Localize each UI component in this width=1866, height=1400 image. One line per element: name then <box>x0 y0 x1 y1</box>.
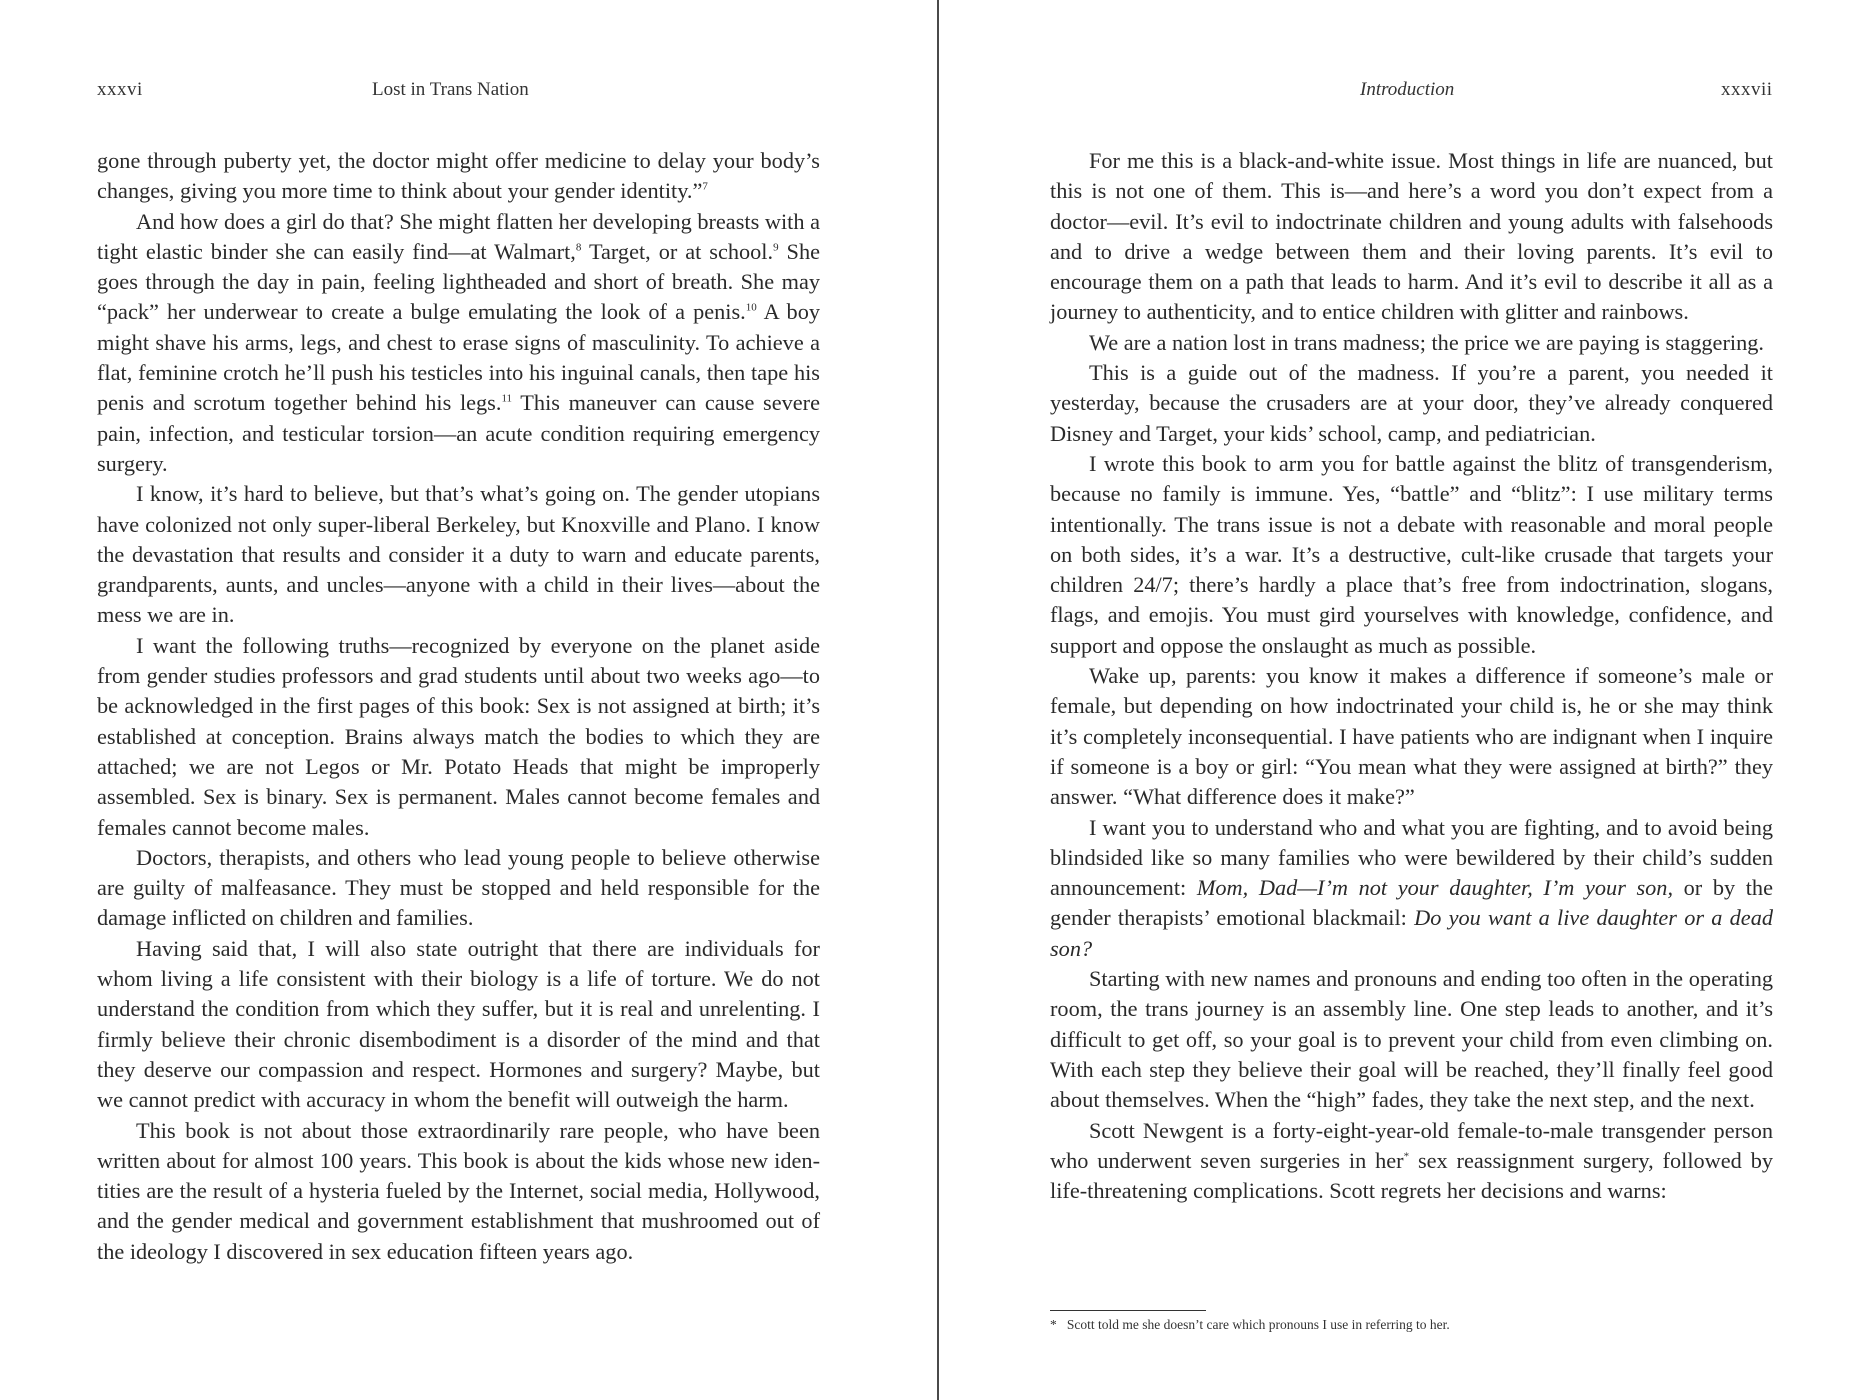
text-run: I wrote this book to arm you for battle against the blitz of transgenderism, because no family is immune. Yes, “battle” and “blitz”: I use military terms intentionally. The trans issue is not a debate with reasonable and moral people on both sides, it’s a war. It’s a destructive, cult-like crusade that targets your children 24/7; there’s hardly a place that’s free from indoctrination, slogans, flags, and emojis. You must gird yourselves with knowledge, confidence, and support and oppose the onslaught as much as possible. <box>1050 450 1773 658</box>
body-paragraph <box>97 631 820 843</box>
text-run: She goes through the day in pain, feeling lightheaded and short of breath. She may “pack” her underwear to create a bulge emulating the look of a penis. <box>97 238 821 325</box>
text-run: This book is not about those extraordinarily rare people, who have been written about for almost 100 years. This book is about the kids whose new identities are the result of a hysteria fueled by the Internet, social media, Hollywood, and the gender medical and government establishment that mushroomed out of the ideology I discovered in sex education fifteen years ago. <box>97 1117 820 1264</box>
body-paragraph <box>97 207 820 480</box>
page-gutter-divider <box>937 0 939 1400</box>
body-paragraph <box>1050 449 1773 661</box>
text-run: sex reassignment surgery, followed by life-threatening complications. Scott regrets her decisions and warns: <box>1050 1147 1773 1204</box>
footnote-text: Scott told me she doesn’t care which pronouns I use in referring to her. <box>1066 1317 1450 1332</box>
text-run: This maneuver can cause severe pain, infection, and testicular torsion—an acute condition requiring emergency surgery. <box>97 390 820 476</box>
right-folio: xxxvii <box>1721 79 1773 100</box>
text-run: And how does a girl do that? She might flatten her developing breasts with a tight elastic binder she can easily find—at Walmart, <box>97 208 820 264</box>
text-run: or by the gender therapists’ emotional blackmail: <box>1050 875 1773 931</box>
body-paragraph <box>1050 1116 1773 1207</box>
text-run: I want the following truths—recognized by everyone on the planet aside from gender studies professors and grad students until about two weeks ago—to be acknowledged in the first pages of this book: Sex is not assigned at birth; it’s established at conception. Brains always match the bodies to which they are attached; we are not Legos or Mr. Potato Heads that might be improperly assembled. Sex is binary. Sex is permanent. Males cannot become females and females cannot become males. <box>97 632 820 840</box>
text-run: I want you to understand who and what you are fighting, and to avoid being blindsided like so many families who were bewildered by their child’s sudden announcement: <box>1050 814 1773 901</box>
footnote-rule <box>1050 1310 1206 1311</box>
text-run: For me this is a black-and-white issue. Most things in life are nuanced, but this is not one of them. This is—and here’s a word you don’t expect from a doctor—evil. It’s evil to indoctrinate children and young adults with falsehoods and to drive a wedge between them and their loving parents. It’s evil to encourage them on a path that leads to harm. And it’s evil to describe it all as a journey to authenticity, and to entice children with glitter and rainbows. <box>1050 148 1773 325</box>
text-run: gone through puberty yet, the doctor might offer medicine to delay your body’s changes, giving you more time to think about your gender identity.” <box>97 148 820 204</box>
text-run: A boy might shave his arms, legs, and chest to erase signs of masculinity. To achieve a flat, feminine crotch he’ll push his testicles into his inguinal canals, then tape his penis and scrotum together behind his legs. <box>97 299 820 416</box>
right-running-head: Introduction <box>1360 79 1455 100</box>
text-run: I know, it’s hard to believe, but that’s what’s going on. The gender utopians have colonized not only super-liberal Berkeley, but Knoxville and Plano. I know the devastation that results and consider it a duty to warn and educate parents, grandparents, aunts, and uncles—anyone with a child in their lives—about the mess we are in. <box>97 481 820 628</box>
body-paragraph <box>1050 328 1773 358</box>
note-reference: * <box>1403 1150 1410 1163</box>
body-paragraph <box>97 146 820 207</box>
body-paragraph <box>97 1116 820 1267</box>
body-paragraph <box>1050 813 1773 964</box>
note-reference: 9 <box>773 241 779 254</box>
footnote <box>1050 1316 1773 1334</box>
left-body-text <box>97 146 820 1267</box>
text-run: We are a nation lost in trans madness; the price we are paying is staggering. <box>1089 329 1764 355</box>
text-run: Doctors, therapists, and others who lead young people to believe otherwise are guilty of malfeasance. They must be stopped and held responsible for the damage inflicted on children and families. <box>97 844 820 931</box>
text-run: Do you want a live daughter or a dead son? <box>1050 905 1773 961</box>
body-paragraph <box>97 843 820 934</box>
note-reference: 11 <box>501 392 513 405</box>
footnote-marker: * <box>1050 1317 1057 1332</box>
body-paragraph <box>1050 146 1773 328</box>
body-paragraph <box>1050 358 1773 449</box>
body-paragraph <box>97 934 820 1116</box>
body-paragraph <box>97 479 820 630</box>
text-run: Having said that, I will also state outright that there are individuals for whom living a life consistent with their biology is a life of torture. We do not understand the condition from which they suffer, but it is real and unrelenting. I firmly believe their chronic disembodiment is a disorder of the mind and that they deserve our compassion and respect. Hormones and surgery? Maybe, but we cannot predict with accuracy in whom the benefit will outweigh the harm. <box>97 935 820 1113</box>
text-run: This is a guide out of the madness. If you’re a parent, you needed it yesterday, because the crusaders are at your door, they’ve already conquered Disney and Target, your kids’ school, camp, and pediatrician. <box>1050 360 1773 446</box>
left-folio: xxxvi <box>97 79 143 100</box>
right-page <box>940 0 1866 1400</box>
text-run: Mom, Dad—I’m not your daughter, I’m your son, <box>1196 875 1674 901</box>
note-reference: 8 <box>575 241 582 254</box>
left-running-head: Lost in Trans Nation <box>372 79 529 100</box>
note-reference: 10 <box>745 302 757 315</box>
text-run: Target, or at school. <box>581 238 774 264</box>
body-paragraph <box>1050 661 1773 812</box>
body-paragraph <box>1050 964 1773 1115</box>
right-body-text <box>1050 146 1773 1206</box>
text-run: Starting with new names and pronouns and ending too often in the operating room, the trans journey is an assembly line. One step leads to another, and it’s difficult to get off, so your goal is to prevent your child from even climbing on. With each step they believe their goal will be reached, they’ll finally feel good about themselves. When the “high” fades, they take the next step, and the next. <box>1050 966 1773 1113</box>
text-run: Wake up, parents: you know it makes a difference if someone’s male or female, but depending on how indoctrinated your child is, he or she may think it’s completely inconsequential. I have patients who are indignant when I inquire if someone is a boy or girl: “You mean what they were assigned at birth?” they answer. “What difference does it make?” <box>1050 663 1773 810</box>
text-run: Scott Newgent is a forty-eight-year-old female-to-male transgender person who underwent seven surgeries in her <box>1050 1117 1773 1173</box>
note-reference: 7 <box>702 180 708 193</box>
